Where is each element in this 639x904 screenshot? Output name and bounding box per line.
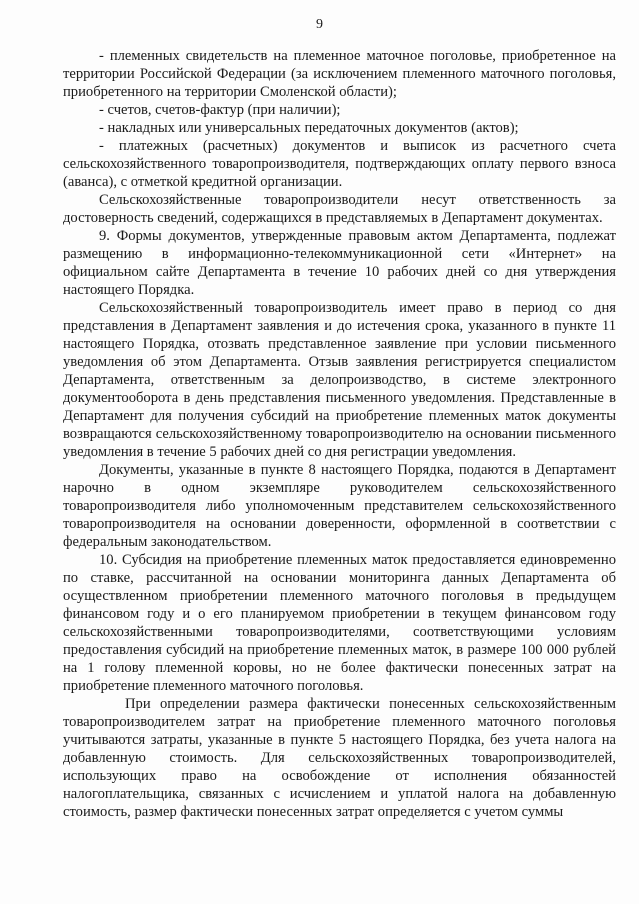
paragraph-invoices: - счетов, счетов-фактур (при наличии);: [99, 102, 341, 118]
paragraph-section-9: 9. Формы документов, утвержденные правовым актом Департамента, подлежат размещению в информационно-телекоммуникационной сети «Интернет» на официальном сайте Департамента в течение 10 рабочих дней со дня утверждения настоящего Порядка.: [63, 228, 616, 298]
paragraph-breeding-certificates: - племенных свидетельств на племенное маточное поголовье, приобретенное на территории Российской Федерации (за исключением племенного маточного поголовья, приобретенного на территории Смоленской области);: [63, 48, 616, 100]
document-body: [63, 47, 616, 821]
paragraph-waybills: - накладных или универсальных передаточных документов (актов);: [99, 120, 519, 136]
paragraph-document-submission: Документы, указанные в пункте 8 настоящего Порядка, подаются в Департамент нарочно в одном экземпляре руководителем сельскохозяйственного товаропроизводителя либо уполномоченным представителем сельскохозяйственного товаропроизводителя на основании доверенности, оформленной в соответствии с федеральным законодательством.: [63, 462, 616, 550]
paragraph-responsibility: Сельскохозяйственные товаропроизводители несут ответственность за достоверность сведений, содержащихся в представляемых в Департамент документах.: [63, 192, 616, 226]
paragraph-withdrawal-right: Сельскохозяйственный товаропроизводитель имеет право в период со дня представления в Департамент заявления и до истечения срока, указанного в пункте 11 настоящего Порядка, отозвать представленное заявление при условии письменного уведомления об этом Департамента. Отзыв заявления регистрируется специалистом Департамента, ответственным за делопроизводство, в системе электронного документооборота в день представления письменного уведомления. Представленные в Департамент для получения субсидий на приобретение племенных маток документы возвращаются сельскохозяйственному товаропроизводителю на основании письменного уведомления в течение 5 рабочих дней со дня регистрации уведомления.: [63, 300, 616, 460]
paragraph-section-10: 10. Субсидия на приобретение племенных маток предоставляется единовременно по ставке, рассчитанной на основании мониторинга данных Департамента об осуществленном приобретении племенного маточного поголовья в предыдущем финансовом году и о его планируемом приобретении в текущем финансовом году сельскохозяйственными товаропроизводителями, соответствующими условиям предоставления субсидий на приобретение племенных маток, в размере 100 000 рублей на 1 голову племенной коровы, но не более фактически понесенных затрат на приобретение племенного маточного поголовья.: [63, 552, 616, 694]
page-number: 9: [316, 17, 323, 32]
paragraph-payment-documents: - платежных (расчетных) документов и выписок из расчетного счета сельскохозяйственного товаропроизводителя, подтверждающих оплату первого взноса (аванса), с отметкой кредитной организации.: [63, 138, 616, 190]
paragraph-cost-determination: При определении размера фактически понесенных сельскохозяйственным товаропроизводителем затрат на приобретение племенного маточного поголовья учитываются затраты, указанные в пункте 5 настоящего Порядка, без учета налога на добавленную стоимость. Для сельскохозяйственных товаропроизводителей, использующих право на освобождение от исполнения обязанностей налогоплательщика, связанных с исчислением и уплатой налога на добавленную стоимость, размер фактически понесенных затрат определяется с учетом суммы: [63, 696, 616, 820]
